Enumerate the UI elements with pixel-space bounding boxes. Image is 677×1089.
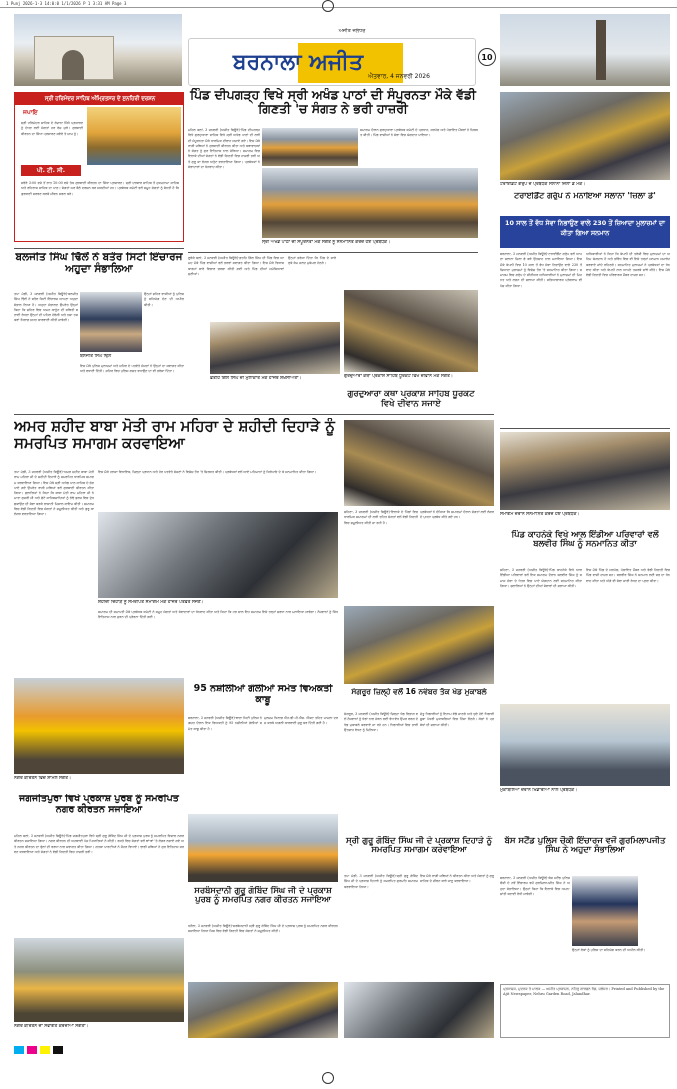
midright-photo-1: [344, 420, 494, 506]
ad-body: ਸਵੇਰੇ 3:00 ਵਜੇ ਤੋਂ ਰਾਤ 10:00 ਵਜੇ ਤੱਕ ਗੁਰਬਾਣੀ ਕੀਰਤਨ ਦਾ ਸਿੱਧਾ ਪ੍ਰਸਾਰਣ। ਸ੍ਰੀ ਦਰਬਾਰ ਸਾਹਿਬ ਤੋਂ ਹੁਕਮਨਾਮਾ ਸਾਹਿਬ ਅਤੇ ਰਹਿਰਾਸ ਸਾਹਿਬ ਦਾ ਪਾਠ। ਸੰਗਤਾਂ ਘਰ ਬੈਠੇ ਦਰਸ਼ਨ ਕਰ ਸਕਦੀਆਂ ਹਨ। ਪ੍ਰਬੰਧਕ ਕਮੇਟੀ ਵਲੋਂ ਸਮੂਹ ਸੰਗਤਾਂ ਨੂੰ ਬੇਨਤੀ ਹੈ ਕਿ ਗੁਰਬਾਣੀ ਸਰਵਣ ਕਰਕੇ ਜੀਵਨ ਸਫਲ ਕਰੋ।: [21, 181, 179, 196]
left2-photo-caption: ਬਲਜੀਤ ਸਿੰਘ ਢਿੱਲੋਂ: [80, 354, 112, 359]
swatch-yellow: [40, 1046, 50, 1054]
right2-col-1: ਸ਼ਹਿਣਾ, 3 ਜਨਵਰੀ (ਅਜੀਤ ਬਿਊਰੋ)-ਪਿੰਡ ਕਾਹਨੇਕੇ ਵਿਖੇ ਆਲ ਇੰਡੀਆ ਪਰਿਵਾਰਾਂ ਵਲੋਂ ਇਕ ਸਮਾਗਮ ਦੌਰਾਨ ਬਲਵੀਰ ਸਿੰਘ ਨੂੰ ਸਮਾਜ ਸੇਵਾ ਦੇ ਖੇਤਰ ਵਿਚ ਪਾਏ ਯੋਗਦਾਨ ਲਈ ਸਨਮਾਨਿਤ ਕੀਤਾ ਗਿਆ। ਬੁਲਾਰਿਆਂ ਨੇ ਉਨ੍ਹਾਂ ਦੀਆਂ ਸੇਵਾਵਾਂ ਦੀ ਸ਼ਲਾਘਾ ਕੀਤੀ।: [500, 568, 582, 588]
left2-col-2: ਉਨ੍ਹਾਂ ਸ਼ਹਿਰ ਵਾਸੀਆਂ ਨੂੰ ਪੁਲਿਸ ਨੂੰ ਸਹਿਯੋਗ ਦੇਣ ਦੀ ਅਪੀਲ ਕੀਤੀ।: [144, 292, 184, 307]
mid-photo-2-caption: ਗੁਰਦੁਆਰਾ ਕਥਾ ਪ੍ਰਕਾਸ਼ ਸਾਹਿਬ ਧੂਰਕੋਟ ਵਿਖੇ ਦੀਵਾਨ ਮੌਕੇ ਸੰਗਤ।: [344, 374, 453, 379]
swatch-black: [53, 1046, 63, 1054]
bottom-photo-3: [344, 982, 494, 1038]
ad-box: [14, 92, 184, 242]
sav-col: ਧਨੌਲਾ, 3 ਜਨਵਰੀ (ਅਜੀਤ ਬਿਊਰੋ)-ਸਰਬੰਸਦਾਨੀ ਸ੍ਰੀ ਗੁਰੂ ਗੋਬਿੰਦ ਸਿੰਘ ਜੀ ਦੇ ਪ੍ਰਕਾਸ਼ ਪੁਰਬ ਨੂੰ ਸਮਰਪਿਤ ਨਗਰ ਕੀਰਤਨ ਸਜਾਇਆ ਗਿਆ ਜਿਸ ਵਿਚ ਵੱਡੀ ਗਿਣਤੀ ਵਿਚ ਸੰਗਤਾਂ ਨੇ ਸ਼ਮੂਲੀਅਤ ਕੀਤੀ।: [188, 924, 338, 934]
right-top-box-text: 10 ਸਾਲ ਤੋਂ ਵੱਧ ਸੇਵਾ ਨਿਭਾਉਣ ਵਾਲੇ 230 ਤੋਂ ਜ਼ਿਆਦਾ ਮੁਲਾਜ਼ਮਾਂ ਦਾ ਕੀਤਾ ਗਿਆ ਸਨਮਾਨ: [505, 219, 665, 237]
kirtan-photo-caption: ਨਗਰ ਕੀਰਤਨ ਵਿਚ ਸ਼ਾਮਲ ਸੰਗਤ।: [14, 776, 71, 781]
right2-headline: ਪਿੰਡ ਕਾਹਨੇਕੇ ਵਿਖੇ ਆਲ ਇੰਡੀਆ ਪਰਿਵਾਰਾਂ ਵਲੋਂ ਬਲਵੀਰ ਸਿੰਘ ਨੂੰ ਸਨਮਾਨਿਤ ਕੀਤਾ: [511, 530, 659, 549]
bus-headline: ਬੱਸ ਸਟੈਂਡ ਪੁਲਿਸ ਚੌਕੀ ਇੰਚਾਰਜ ਵਜੋਂ ਗੁਰਮਿਲਾਪਜੀਤ ਸਿੰਘ ਨੇ ਅਹੁਦਾ ਸੰਭਾਲਿਆ: [504, 836, 666, 855]
guru-headline: ਸ੍ਰੀ ਗੁਰੂ ਗੋਬਿੰਦ ਸਿੰਘ ਜੀ ਦੇ ਪ੍ਰਕਾਸ਼ ਦਿਹਾੜੇ ਨੂੰ ਸਮਰਪਿਤ ਸਮਾਗਮ ਕਰਵਾਇਆ: [346, 836, 492, 855]
big-col-2: ਇਸ ਮੌਕੇ ਹਲਕਾ ਵਿਧਾਇਕ, ਜ਼ਿਲ੍ਹਾ ਪ੍ਰਧਾਨ ਅਤੇ ਹੋਰ ਪਤਵੰਤੇ ਸੱਜਣਾਂ ਨੇ ਵਿਸ਼ੇਸ਼ ਤੌਰ 'ਤੇ ਸ਼ਿਰਕਤ ਕੀਤੀ। ਪ੍ਰਬੰਧਕਾਂ ਵਲੋਂ ਆਏ ਮਹਿਮਾਨਾਂ ਨੂੰ ਸਿਰੋਪਾਓ ਦੇ ਕੇ ਸਨਮਾਨਿਤ ਕੀਤਾ ਗਿਆ।: [98, 470, 317, 474]
right2-photo-caption: ਸਮਾਗਮ ਦੌਰਾਨ ਸਨਮਾਨਿਤ ਕਰਦੇ ਹੋਏ ਪ੍ਰਬੰਧਕ।: [500, 512, 580, 517]
mid-col-2: ਉਨ੍ਹਾਂ ਭਰੋਸਾ ਦਿੱਤਾ ਕਿ ਪਿੰਡ ਦੇ ਸਾਰੇ ਰੁਕੇ ਕੰਮ ਜਲਦ ਮੁਕੰਮਲ ਹੋਣਗੇ।: [288, 256, 336, 266]
gate-arch: [62, 50, 84, 80]
color-bar: [14, 1046, 670, 1054]
right2-photo: [500, 432, 670, 510]
masthead-photo-left: [14, 14, 182, 86]
left2-photo: [80, 292, 142, 352]
imprint-box: [500, 984, 670, 1038]
lead-col-2: ਸਮਾਗਮ ਦੌਰਾਨ ਗੁਰਦੁਆਰਾ ਪ੍ਰਬੰਧਕ ਕਮੇਟੀ ਦੇ ਪ੍ਰਧਾਨ, ਸਰਪੰਚ ਅਤੇ ਪੰਚਾਇਤ ਮੈਂਬਰਾਂ ਨੇ ਸ਼ਿਰਕਤ ਕੀਤੀ। ਪਿੰਡ ਵਾਸੀਆਂ ਨੇ ਸੇਵਾ ਵਿਚ ਯੋਗਦਾਨ ਪਾਇਆ।: [360, 128, 478, 138]
registration-mark-top: [322, 0, 334, 12]
tower: [596, 20, 606, 80]
big-col-1: ਤਪਾ ਮੰਡੀ, 3 ਜਨਵਰੀ (ਅਜੀਤ ਬਿਊਰੋ)-ਅਮਰ ਸ਼ਹੀਦ ਬਾਬਾ ਮੋਤੀ ਰਾਮ ਮਹਿਰਾ ਜੀ ਦੇ ਸ਼ਹੀਦੀ ਦਿਹਾੜੇ ਨੂੰ ਸਮਰਪਿਤ ਧਾਰਮਿਕ ਸਮਾਗਮ ਕਰਵਾਇਆ ਗਿਆ। ਇਸ ਮੌਕੇ ਸ੍ਰੀ ਅਖੰਡ ਪਾਠ ਸਾਹਿਬ ਦੇ ਭੋਗ ਪਾਏ ਗਏ ਉਪਰੰਤ ਰਾਗੀ ਜਥਿਆਂ ਵਲੋਂ ਗੁਰਬਾਣੀ ਕੀਰਤਨ ਕੀਤਾ ਗਿਆ। ਬੁਲਾਰਿਆਂ ਨੇ ਕਿਹਾ ਕਿ ਬਾਬਾ ਮੋਤੀ ਰਾਮ ਮਹਿਰਾ ਜੀ ਨੇ ਮਾਤਾ ਗੁਜਰੀ ਜੀ ਅਤੇ ਛੋਟੇ ਸਾਹਿਬਜ਼ਾਦਿਆਂ ਨੂੰ ਠੰਢੇ ਬੁਰਜ ਵਿਚ ਦੁੱਧ ਛਕਾਉਣ ਦੀ ਸੇਵਾ ਕਰਕੇ ਲਾਸਾਨੀ ਮਿਸਾਲ ਕਾਇਮ ਕੀਤੀ। ਸਮਾਗਮ ਵਿਚ ਵੱਡੀ ਗਿਣਤੀ ਵਿਚ ਸੰਗਤਾਂ ਨੇ ਸ਼ਮੂਲੀਅਤ ਕੀਤੀ ਅਤੇ ਗੁਰੂ ਕਾ ਲੰਗਰ ਵਰਤਾਇਆ ਗਿਆ।: [14, 470, 94, 517]
masthead-sub: ਅਜੀਤ ਜਲੰਧਰ: [338, 28, 366, 34]
right-top-box: [500, 216, 670, 248]
midright-photo-2: [344, 606, 494, 684]
lead-col-1: ਮਹਿਲ ਕਲਾਂ, 3 ਜਨਵਰੀ (ਅਜੀਤ ਬਿਊਰੋ)-ਪਿੰਡ ਦੀਪਗੜ੍ਹ ਵਿਖੇ ਗੁਰਦੁਆਰਾ ਸਾਹਿਬ ਵਿਖੇ ਸ੍ਰੀ ਅਖੰਡ ਪਾਠਾਂ ਦੀ ਲੜੀ ਦੀ ਸੰਪੂਰਨਤਾ ਮੌਕੇ ਧਾਰਮਿਕ ਦੀਵਾਨ ਸਜਾਏ ਗਏ। ਇਸ ਮੌਕੇ ਰਾਗੀ ਜਥਿਆਂ ਨੇ ਗੁਰਬਾਣੀ ਕੀਰਤਨ ਕੀਤਾ ਅਤੇ ਕਥਾਵਾਚਕਾਂ ਨੇ ਸੰਗਤ ਨੂੰ ਗੁਰ ਇਤਿਹਾਸ ਨਾਲ ਜੋੜਿਆ। ਸਮਾਗਮ ਵਿਚ ਇਲਾਕੇ ਦੀਆਂ ਸੰਗਤਾਂ ਨੇ ਵੱਡੀ ਗਿਣਤੀ ਵਿਚ ਹਾਜ਼ਰੀ ਭਰੀ ਅਤੇ ਗੁਰੂ ਕਾ ਲੰਗਰ ਅਤੁੱਟ ਵਰਤਾਇਆ ਗਿਆ। ਪ੍ਰਬੰਧਕਾਂ ਨੇ ਸੇਵਾਦਾਰਾਂ ਦਾ ਧੰਨਵਾਦ ਕੀਤਾ।: [188, 128, 260, 170]
guru-col-2: ਇਸ ਮੌਕੇ ਰਾਗੀ ਜਥਿਆਂ ਨੇ ਕੀਰਤਨ ਕੀਤਾ ਅਤੇ ਸੰਗਤਾਂ ਨੂੰ ਗੁਰੂ ਸਾਹਿਬ ਦੇ ਜੀਵਨ ਬਾਰੇ ਜਾਣੂ ਕਰਵਾਇਆ।: [420, 874, 494, 884]
sav-photo: [188, 814, 338, 882]
mid-col-1: ਰੂੜੇਕੇ ਕਲਾਂ, 3 ਜਨਵਰੀ (ਅਜੀਤ ਬਿਊਰੋ)-ਫ਼ਤਹਿ ਗਿੱਲ ਸਿੰਘ ਦੀ ਪਿੰਡ ਵਿਚ ਆਮਦ ਮੌਕੇ ਪਿੰਡ ਵਾਸੀਆਂ ਵਲੋਂ ਭਰਵਾਂ ਸਵਾਗਤ ਕੀਤਾ ਗਿਆ। ਇਸ ਮੌਕੇ ਵਿਕਾਸ ਕਾਰਜਾਂ ਬਾਰੇ ਵਿਚਾਰ ਚਰਚਾ ਕੀਤੀ ਗਈ ਅਤੇ ਪਿੰਡ ਦੀਆਂ ਸਮੱਸਿਆਵਾਂ ਸੁਣੀਆਂ।: [188, 256, 284, 276]
left2-headline: ਬਲਜੀਤ ਸਿੰਘ ਢਿੱਲੋਂ ਨੇ ਬਤੌਰ ਸਿਟੀ ਇੰਚਾਰਜ ਅਹੁਦਾ ਸੰਭਾਲਿਆ: [15, 252, 183, 275]
kirtan-col: ਮਹਿਲ ਕਲਾਂ, 3 ਜਨਵਰੀ (ਅਜੀਤ ਬਿਊਰੋ)-ਪਿੰਡ ਜਗਜੀਤਪੁਰਾ ਵਿਖੇ ਸ੍ਰੀ ਗੁਰੂ ਗੋਬਿੰਦ ਸਿੰਘ ਜੀ ਦੇ ਪ੍ਰਕਾਸ਼ ਪੁਰਬ ਨੂੰ ਸਮਰਪਿਤ ਵਿਸ਼ਾਲ ਨਗਰ ਕੀਰਤਨ ਸਜਾਇਆ ਗਿਆ। ਨਗਰ ਕੀਰਤਨ ਦੀ ਅਗਵਾਈ ਪੰਜ ਪਿਆਰਿਆਂ ਨੇ ਕੀਤੀ। ਰਸਤੇ ਵਿਚ ਸੰਗਤਾਂ ਵਲੋਂ ਥਾਂ-ਥਾਂ 'ਤੇ ਲੰਗਰ ਲਗਾਏ ਗਏ ਅਤੇ ਨਗਰ ਕੀਰਤਨ ਦਾ ਫੁੱਲਾਂ ਦੀ ਵਰਖਾ ਨਾਲ ਸਵਾਗਤ ਕੀਤਾ ਗਿਆ। ਗਤਕਾ ਪਾਰਟੀਆਂ ਨੇ ਜੌਹਰ ਵਿਖਾਏ। ਢਾਡੀ ਜਥਿਆਂ ਨੇ ਗੁਰ ਇਤਿਹਾਸ ਸਰਵਣ ਕਰਵਾਇਆ ਅਤੇ ਸੰਗਤਾਂ ਨੇ ਵੱਡੀ ਗਿਣਤੀ ਵਿਚ ਹਾਜ਼ਰੀ ਭਰੀ।: [14, 834, 184, 854]
drug-col-2: ਮੁਲਜ਼ਮ ਖ਼ਿਲਾਫ਼ ਐਨ.ਡੀ.ਪੀ.ਐਸ. ਐਕਟ ਤਹਿਤ ਮਾਮਲਾ ਦਰਜ ਕਰਕੇ ਅਗਲੀ ਕਾਰਵਾਈ ਸ਼ੁਰੂ ਕਰ ਦਿੱਤੀ ਗਈ ਹੈ।: [264, 716, 338, 726]
ad-word: ਜਪਾਇ: [23, 109, 38, 116]
left2-col-3: ਇਸ ਮੌਕੇ ਪੁਲਿਸ ਮੁਲਾਜ਼ਮਾਂ ਅਤੇ ਸ਼ਹਿਰ ਦੇ ਪਤਵੰਤੇ ਸੱਜਣਾਂ ਨੇ ਉਨ੍ਹਾਂ ਦਾ ਸਵਾਗਤ ਕੀਤਾ ਅਤੇ ਵਧਾਈ ਦਿੱਤੀ। ਸ਼ਹਿਰ ਵਿਚ ਪੁਲਿਸ ਗਸ਼ਤ ਵਧਾਉਣ ਦਾ ਵੀ ਭਰੋਸਾ ਦਿੱਤਾ।: [80, 364, 184, 374]
rule-right-2: [500, 428, 670, 429]
big-col-3: ਸਮਾਗਮ ਦੀ ਸਮਾਪਤੀ ਮੌਕੇ ਪ੍ਰਬੰਧਕ ਕਮੇਟੀ ਨੇ ਸਮੂਹ ਸੰਗਤਾਂ ਅਤੇ ਸੇਵਾਦਾਰਾਂ ਦਾ ਧੰਨਵਾਦ ਕੀਤਾ ਅਤੇ ਕਿਹਾ ਕਿ ਹਰ ਸਾਲ ਇਹ ਸਮਾਗਮ ਇਸੇ ਤਰ੍ਹਾਂ ਸ਼ਰਧਾ ਨਾਲ ਮਨਾਇਆ ਜਾਵੇਗਾ। ਨੌਜਵਾਨਾਂ ਨੂੰ ਸਿੱਖ ਇਤਿਹਾਸ ਨਾਲ ਜੁੜਨ ਦੀ ਪ੍ਰੇਰਨਾ ਦਿੱਤੀ ਗਈ।: [98, 610, 338, 620]
ad-temple-photo: [87, 107, 181, 165]
left2-col-1: ਤਪਾ ਮੰਡੀ, 3 ਜਨਵਰੀ (ਅਜੀਤ ਬਿਊਰੋ)-ਬਲਜੀਤ ਸਿੰਘ ਢਿੱਲੋਂ ਨੇ ਬਤੌਰ ਸਿਟੀ ਇੰਚਾਰਜ ਆਪਣਾ ਅਹੁਦਾ ਸੰਭਾਲ ਲਿਆ ਹੈ। ਅਹੁਦਾ ਸੰਭਾਲਣ ਉਪਰੰਤ ਉਨ੍ਹਾਂ ਕਿਹਾ ਕਿ ਸ਼ਹਿਰ ਵਿਚ ਅਮਨ ਕਾਨੂੰਨ ਦੀ ਸਥਿਤੀ ਬਣਾਈ ਰੱਖਣਾ ਉਨ੍ਹਾਂ ਦੀ ਪਹਿਲ ਹੋਵੇਗੀ ਅਤੇ ਨਸ਼ਾ ਤਸਕਰਾਂ ਖ਼ਿਲਾਫ਼ ਸਖ਼ਤ ਕਾਰਵਾਈ ਕੀਤੀ ਜਾਵੇਗੀ।: [14, 292, 78, 323]
midright-col-2: ਪ੍ਰਬੰਧਕਾਂ ਨੇ ਦੱਸਿਆ ਕਿ ਸਮਾਗਮਾਂ ਦੌਰਾਨ ਸੰਗਤਾਂ ਲਈ ਲੰਗਰ ਦੇ ਪੁਖਤਾ ਪ੍ਰਬੰਧ ਕੀਤੇ ਗਏ ਹਨ।: [420, 510, 494, 520]
masthead-logo: ਬਰਨਾਲਾ ਅਜੀਤ: [193, 43, 403, 83]
c-photo-caption: ਮੁਕਾਬਲਿਆਂ ਦੌਰਾਨ ਖਿਡਾਰੀਆਂ ਨਾਲ ਪ੍ਰਬੰਧਕ।: [500, 788, 578, 793]
masthead-date: ਐਤਵਾਰ, 4 ਜਨਵਰੀ 2026: [368, 73, 430, 80]
masthead-logo-box: [188, 38, 476, 86]
big-photo-caption: ਸ਼ਹੀਦੀ ਦਿਹਾੜੇ ਨੂੰ ਸਮਰਪਿਤ ਸਮਾਗਮ ਮੌਕੇ ਹਾਜ਼ਰ ਪਤਵੰਤੇ ਸੱਜਣ।: [98, 600, 204, 605]
masthead-photo-right: [500, 14, 670, 86]
rule-big: [14, 414, 494, 415]
rule-mid-1: [188, 252, 478, 253]
print-info-text: 1 Punj 2026-1-3 14:0:0 1/1/2026 P 1 3:31 AM Page 3: [6, 1, 127, 6]
drug-col-1: ਬਰਨਾਲਾ, 3 ਜਨਵਰੀ (ਅਜੀਤ ਬਿਊਰੋ)-ਥਾਣਾ ਸਿਟੀ ਪੁਲਿਸ ਨੇ ਗਸ਼ਤ ਦੌਰਾਨ ਇਕ ਵਿਅਕਤੀ ਨੂੰ 95 ਨਸ਼ੀਲੀਆਂ ਗੋਲੀਆਂ ਸਮੇਤ ਕਾਬੂ ਕੀਤਾ ਹੈ।: [188, 716, 262, 731]
registration-mark-bottom: [322, 1072, 334, 1084]
right-top-col-2: ਅਧਿਕਾਰੀਆਂ ਨੇ ਕਿਹਾ ਕਿ ਕੰਪਨੀ ਦੀ ਤਰੱਕੀ ਵਿਚ ਮੁਲਾਜ਼ਮਾਂ ਦਾ ਅਹਿਮ ਯੋਗਦਾਨ ਹੈ ਅਤੇ ਭਵਿੱਖ ਵਿਚ ਵੀ ਇਸੇ ਤਰ੍ਹਾਂ ਸਨਮਾਨ ਸਮਾਰੋਹ ਕਰਵਾਏ ਜਾਂਦੇ ਰਹਿਣਗੇ। ਸਨਮਾਨਿਤ ਮੁਲਾਜ਼ਮਾਂ ਨੇ ਪ੍ਰਬੰਧਕਾਂ ਦਾ ਧੰਨਵਾਦ ਕੀਤਾ ਅਤੇ ਕੰਪਨੀ ਨਾਲ ਆਪਣੇ ਤਜਰਬੇ ਸਾਂਝੇ ਕੀਤੇ। ਇਸ ਮੌਕੇ ਵੱਡੀ ਗਿਣਤੀ ਵਿਚ ਪਰਿਵਾਰਕ ਮੈਂਬਰ ਹਾਜ਼ਰ ਸਨ।: [586, 252, 670, 278]
bottom-photo-2: [188, 982, 338, 1038]
big-headline: ਅਮਰ ਸ਼ਹੀਦ ਬਾਬਾ ਮੋਤੀ ਰਾਮ ਮਹਿਰਾ ਦੇ ਸ਼ਹੀਦੀ ਦਿਹਾੜੇ ਨੂੰ ਸਮਰਪਿਤ ਸਮਾਗਮ ਕਰਵਾਇਆ: [14, 418, 335, 452]
ad-text: ਸ੍ਰੀ ਹਰਿਮੰਦਰ ਸਾਹਿਬ ਦੇ ਰੋਜ਼ਾਨਾ ਸਿੱਧੇ ਪ੍ਰਸਾਰਣ ਨੂੰ ਦੇਖਣ ਲਈ ਸੰਗਤਾਂ ਹਰ ਰੋਜ਼ ਜੁੜੋ। ਗੁਰਬਾਣੀ ਕੀਰਤਨ ਦਾ ਸਿੱਧਾ ਪ੍ਰਸਾਰਣ ਸਵੇਰੇ ਤੇ ਸ਼ਾਮ ਨੂੰ।: [21, 121, 83, 136]
rule-left-1: [14, 248, 184, 249]
lead-photo-caption: ਸ੍ਰੀ ਅਖੰਡ ਪਾਠਾਂ ਦੀ ਸੰਪੂਰਨਤਾ ਮੌਕੇ ਸੰਗਤ ਨੂੰ ਸਨਮਾਨਿਤ ਕਰਦੇ ਹੋਏ ਪ੍ਰਬੰਧਕ।: [262, 240, 391, 245]
ad-title: ਸ੍ਰੀ ਹਰਿਮੰਦਰ ਸਾਹਿਬ ਅੰਮ੍ਰਿਤਸਰ ਦੇ ਸੁਨਹਿਰੀ ਦਰਸ਼ਨ: [15, 93, 184, 105]
lead-headline: ਪਿੰਡ ਦੀਪਗੜ੍ਹ ਵਿਖੇ ਸ੍ਰੀ ਅਖੰਡ ਪਾਠਾਂ ਦੀ ਸੰਪੂਰਨਤਾ ਮੌਕੇ ਵੱਡੀ ਗਿਣਤੀ 'ਚ ਸੰਗਤ ਨੇ ਭਰੀ ਹਾਜ਼ਰੀ: [190, 88, 476, 116]
lead-photo-small: [262, 128, 358, 166]
swatch-magenta: [27, 1046, 37, 1054]
swatch-cyan: [14, 1046, 24, 1054]
c-col-2: ਜੇਤੂ ਖਿਡਾਰੀਆਂ ਨੂੰ ਇਨਾਮ ਵੰਡੇ ਜਾਣਗੇ ਅਤੇ ਚੁਣੇ ਹੋਏ ਖਿਡਾਰੀ ਸੂਬਾ ਪੱਧਰੀ ਮੁਕਾਬਲਿਆਂ ਵਿਚ ਹਿੱਸਾ ਲੈਣਗੇ। ਕੋਚਾਂ ਨੇ ਪ੍ਰਬੰਧਾਂ ਦੀ ਸ਼ਲਾਘਾ ਕੀਤੀ।: [420, 712, 494, 727]
mid-photo-2: [344, 290, 478, 372]
midright-col-1: ਸ਼ਹਿਣਾ, 3 ਜਨਵਰੀ (ਅਜੀਤ ਬਿਊਰੋ)-ਇਲਾਕੇ ਦੇ ਪਿੰਡਾਂ ਵਿਚ ਧਾਰਮਿਕ ਸਮਾਗਮਾਂ ਦੀ ਲੜੀ ਤਹਿਤ ਸੰਗਤਾਂ ਵਲੋਂ ਵੱਡੀ ਗਿਣਤੀ ਵਿਚ ਸ਼ਮੂਲੀਅਤ ਕੀਤੀ ਜਾ ਰਹੀ ਹੈ।: [344, 510, 418, 525]
kirtan-headline: ਜਗਜੀਤਪੁਰਾ ਵਿਖੇ ਪ੍ਰਕਾਸ਼ ਪੁਰਬ ਨੂੰ ਸਮਰਪਿਤ ਨਗਰ ਕੀਰਤਨ ਸਜਾਇਆ: [19, 794, 179, 815]
right-top-headline: ਟਰਾਈਡੈਂਟ ਗਰੁੱਪ ਨੇ ਮਨਾਇਆ ਸਲਾਨਾ 'ਜ਼ਿਲਾ ਡੇ': [514, 192, 656, 200]
bus-photo: [572, 876, 638, 946]
right-top-photo: [500, 92, 670, 180]
right-top-col-1: ਬਰਨਾਲਾ, 3 ਜਨਵਰੀ (ਅਜੀਤ ਬਿਊਰੋ)-ਟਰਾਈਡੈਂਟ ਗਰੁੱਪ ਵਲੋਂ ਆਪਣਾ ਸਲਾਨਾ ਜ਼ਿਲਾ ਡੇ ਬੜੇ ਉਤਸ਼ਾਹ ਨਾਲ ਮਨਾਇਆ ਗਿਆ। ਇਸ ਮੌਕੇ ਕੰਪਨੀ ਵਿਚ 10 ਸਾਲ ਤੋਂ ਵੱਧ ਸੇਵਾ ਨਿਭਾਉਣ ਵਾਲੇ 230 ਤੋਂ ਜ਼ਿਆਦਾ ਮੁਲਾਜ਼ਮਾਂ ਨੂੰ ਵਿਸ਼ੇਸ਼ ਤੌਰ 'ਤੇ ਸਨਮਾਨਿਤ ਕੀਤਾ ਗਿਆ। ਸਮਾਗਮ ਵਿਚ ਗਰੁੱਪ ਦੇ ਸੀਨੀਅਰ ਅਧਿਕਾਰੀਆਂ ਨੇ ਮੁਲਾਜ਼ਮਾਂ ਦੀ ਮਿਹਨਤ ਅਤੇ ਲਗਨ ਦੀ ਸ਼ਲਾਘਾ ਕੀਤੀ। ਸਭਿਆਚਾਰਕ ਪ੍ਰੋਗਰਾਮ ਵੀ ਪੇਸ਼ ਕੀਤਾ ਗਿਆ।: [500, 252, 582, 288]
print-info-bar: [0, 0, 677, 8]
page-number: 10: [478, 48, 496, 66]
c-col-1: ਸੰਗਰੂਰ, 3 ਜਨਵਰੀ (ਅਜੀਤ ਬਿਊਰੋ)-ਜ਼ਿਲ੍ਹਾ ਖੇਡ ਵਿਭਾਗ ਵਲੋਂ ਨੌਜਵਾਨਾਂ ਨੂੰ ਖੇਡਾਂ ਨਾਲ ਜੋੜਨ ਲਈ ਵੱਖ-ਵੱਖ ਉਮਰ ਵਰਗ ਦੇ ਖੇਡ ਮੁਕਾਬਲੇ ਕਰਵਾਏ ਜਾ ਰਹੇ ਹਨ। ਖਿਡਾਰੀਆਂ ਵਿਚ ਭਾਰੀ ਉਤਸ਼ਾਹ ਵੇਖਣ ਨੂੰ ਮਿਲਿਆ।: [344, 712, 418, 732]
guru-col-1: ਤਪਾ ਮੰਡੀ, 3 ਜਨਵਰੀ (ਅਜੀਤ ਬਿਊਰੋ)-ਸ੍ਰੀ ਗੁਰੂ ਗੋਬਿੰਦ ਸਿੰਘ ਜੀ ਦੇ ਪ੍ਰਕਾਸ਼ ਦਿਹਾੜੇ ਨੂੰ ਸਮਰਪਿਤ ਗੁਰਮਤਿ ਸਮਾਗਮ ਕਰਵਾਇਆ ਗਿਆ।: [344, 874, 418, 889]
c-photo: [500, 704, 670, 786]
bus-col-1: ਬਰਨਾਲਾ, 3 ਜਨਵਰੀ (ਅਜੀਤ ਬਿਊਰੋ)-ਬੱਸ ਸਟੈਂਡ ਪੁਲਿਸ ਚੌਕੀ ਦੇ ਨਵੇਂ ਇੰਚਾਰਜ ਵਜੋਂ ਗੁਰਮਿਲਾਪਜੀਤ ਸਿੰਘ ਨੇ ਅਹੁਦਾ ਸੰਭਾਲਿਆ। ਉਨ੍ਹਾਂ ਕਿਹਾ ਕਿ ਇਲਾਕੇ ਵਿਚ ਅਮਨ-ਸ਼ਾਂਤੀ ਬਣਾਈ ਰੱਖੀ ਜਾਵੇਗੀ।: [500, 876, 570, 896]
kirtan-photo: [14, 678, 184, 774]
big-photo: [98, 512, 338, 598]
ad-tag: ਪੀ. ਟੀ. ਸੀ.: [21, 165, 81, 176]
c-headline: ਸੰਗਰੂਰ ਜ਼ਿਲ੍ਹੇ ਵਲੋਂ 16 ਨਵੰਬਰ ਤੱਕ ਖੇਡ ਮੁਕਾਬਲੇ: [351, 688, 487, 696]
bottom-photo-caption: ਨਗਰ ਕੀਰਤਨ ਦਾ ਸਵਾਗਤ ਕਰਦੀਆਂ ਸੰਗਤਾਂ।: [14, 1024, 89, 1029]
bottom-photo: [14, 938, 184, 1022]
right2-col-2: ਇਸ ਮੌਕੇ ਪਿੰਡ ਦੇ ਸਰਪੰਚ, ਪੰਚਾਇਤ ਮੈਂਬਰ ਅਤੇ ਵੱਡੀ ਗਿਣਤੀ ਵਿਚ ਪਿੰਡ ਵਾਸੀ ਹਾਜ਼ਰ ਸਨ। ਬਲਵੀਰ ਸਿੰਘ ਨੇ ਸਨਮਾਨ ਲਈ ਸਭ ਦਾ ਧੰਨਵਾਦ ਕੀਤਾ ਅਤੇ ਅੱਗੇ ਵੀ ਸੇਵਾ ਜਾਰੀ ਰੱਖਣ ਦਾ ਪ੍ਰਣ ਕੀਤਾ।: [586, 568, 670, 583]
imprint-text: ਪ੍ਰਕਾਸ਼ਕ, ਮੁਦਰਕ ਤੇ ਮਾਲਕ — ਅਜੀਤ ਪ੍ਰਕਾਸ਼ਨ, ਨਹਿਰੂ ਗਾਰਡਨ ਰੋਡ, ਜਲੰਧਰ। Printed and Published by the Ajit Newspaper, Nehru Garden Road, Jalandhar.: [503, 987, 665, 997]
lead-photo-main: [262, 168, 478, 238]
drug-headline: 95 ਨਸ਼ੀਲੀਆਂ ਗੋਲੀਆਂ ਸਮੇਤ ਵਿਅਕਤੀ ਕਾਬੂ: [193, 684, 333, 705]
mid-photo-1: [210, 322, 340, 374]
right-top-caption: ਟਰਾਈਡੈਂਟ ਗਰੁੱਪ ਦੇ ਪ੍ਰਬੰਧਕ ਸਲਾਨਾ ਜ਼ਿਲਾ ਡੇ ਮੌਕੇ।: [500, 182, 586, 187]
mid2-headline: ਗੁਰਦੁਆਰਾ ਕਥਾ ਪ੍ਰਕਾਸ਼ ਸਾਹਿਬ ਧੂਰਕੋਟ ਵਿਖੇ ਦੀਵਾਨ ਸਜਾਏ: [347, 390, 475, 409]
sav-headline: ਸਰਬੰਸਦਾਨੀ ਗੁਰੂ ਗੋਬਿੰਦ ਸਿੰਘ ਜੀ ਦੇ ਪ੍ਰਕਾਸ਼ ਪੁਰਬ ਨੂੰ ਸਮਰਪਿਤ ਨਗਰ ਕੀਰਤਨ ਸਜਾਇਆ: [194, 886, 332, 905]
bus-col-2: ਉਨ੍ਹਾਂ ਲੋਕਾਂ ਨੂੰ ਪੁਲਿਸ ਦਾ ਸਹਿਯੋਗ ਕਰਨ ਦੀ ਅਪੀਲ ਕੀਤੀ।: [572, 948, 646, 952]
mid-photo-1-caption: ਫ਼ਤਹਿ ਗਿੱਲ ਸਿੰਘ ਦੀ ਮੁਲਾਕਾਤ ਮੌਕੇ ਹਾਜ਼ਰ ਸ਼ਖ਼ਸੀਅਤਾਂ।: [210, 376, 302, 381]
